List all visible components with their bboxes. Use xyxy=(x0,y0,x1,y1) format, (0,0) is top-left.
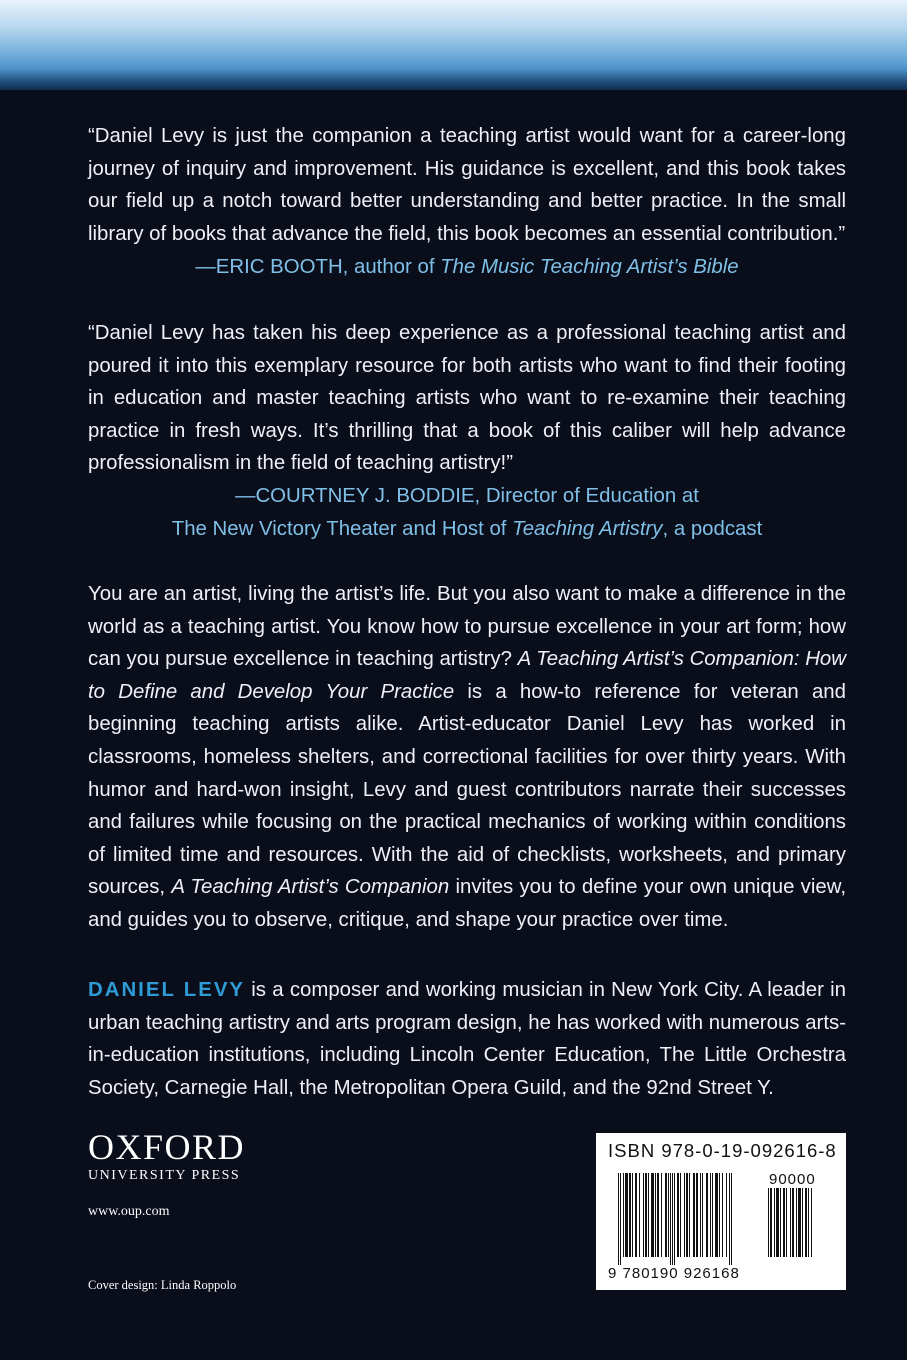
cover-design-credit: Cover design: Linda Roppolo xyxy=(88,1278,237,1292)
barcode-bar xyxy=(696,1173,698,1257)
isbn-barcode xyxy=(596,1133,846,1290)
barcode-bar xyxy=(629,1173,631,1257)
barcode-bar xyxy=(684,1173,685,1257)
barcode-bar xyxy=(731,1173,732,1265)
barcode-bar xyxy=(670,1173,671,1265)
quote-eric-booth: “Daniel Levy is just the companion a teaching artist would want for a career-long journey of inquiry and improvement. His guidance is excellent, and this book takes our field up a notch toward better understanding and better practice. In the small library of books that advance the field, this book becomes an essential contribution.” xyxy=(88,125,846,245)
barcode-bar xyxy=(783,1188,785,1257)
barcode-digits: 9 780190 926168 xyxy=(608,1265,740,1282)
barcode-bar xyxy=(712,1173,713,1257)
publisher-url[interactable]: www.oup.com xyxy=(88,1204,170,1219)
publisher-name: OXFORD xyxy=(88,1127,246,1167)
barcode-bars-addon xyxy=(768,1188,834,1265)
barcode-bar xyxy=(786,1188,787,1257)
barcode-bar xyxy=(776,1188,779,1257)
barcode-bar xyxy=(792,1188,794,1257)
barcode-addon-digits: 90000 xyxy=(769,1171,816,1188)
barcode-bar xyxy=(706,1173,708,1257)
barcode-bar xyxy=(645,1173,647,1257)
publisher-subtitle: UNIVERSITY PRESS xyxy=(88,1168,241,1183)
attribution-line-2 xyxy=(88,513,846,546)
barcode-bar xyxy=(643,1173,644,1257)
author-bio-text: is a composer and working musician in New York City. A leader in urban teaching artistry and arts program design, he has worked with numerous arts-in-education institutions, including Lincoln Center Education, The Little Orchestra Society, Carnegie Hall, the Metropolitan Opera Guild, and the 92nd Street Y. xyxy=(88,979,846,1099)
barcode-bar xyxy=(632,1173,633,1257)
barcode-bar xyxy=(625,1173,628,1257)
sky-gradient-band xyxy=(0,0,907,90)
barcode-bar xyxy=(726,1173,727,1257)
barcode-bar xyxy=(722,1173,723,1257)
description-book-title: A Teaching Artist’s Companion: How to Define and Develop Your Practice xyxy=(88,648,846,703)
attribution-line-2-prefix: The New Victory Theater and Host of xyxy=(171,517,513,540)
barcode-bar xyxy=(790,1188,791,1257)
attribution-book-title: The Music Teaching Artist’s Bible xyxy=(440,256,739,278)
barcode-bar xyxy=(618,1173,619,1265)
author-bio xyxy=(88,974,846,1104)
barcode-bar xyxy=(802,1188,803,1257)
barcode-bar xyxy=(780,1188,781,1257)
barcode-bar xyxy=(635,1173,637,1257)
quote-courtney-boddie: “Daniel Levy has taken his deep experience as a professional teaching artist and poured it into this exemplary resource for both artists who want to find their footing in education and master teaching artists who want to re-examine their teaching practice in fresh ways. It’s thrilling that a book of this caliber will help advance professionalism in the field of teaching artistry!” xyxy=(88,322,846,475)
isbn-label: ISBN 978-0-19-092616-8 xyxy=(608,1140,837,1161)
barcode-bar xyxy=(774,1188,775,1257)
barcode-bar xyxy=(677,1173,679,1257)
barcode-bar xyxy=(805,1188,807,1257)
podcast-title: Teaching Artistry xyxy=(512,517,663,540)
barcode-bar xyxy=(719,1173,720,1257)
barcode-bar xyxy=(651,1173,654,1257)
barcode-bar xyxy=(770,1188,772,1257)
description-short-title: A Teaching Artist’s Companion xyxy=(171,876,450,899)
barcode-bar xyxy=(693,1173,695,1257)
attribution-courtney-boddie xyxy=(88,480,846,545)
barcode-bar xyxy=(623,1173,624,1257)
barcode-bar xyxy=(655,1173,656,1257)
barcode-bar xyxy=(668,1173,669,1257)
barcode-bar xyxy=(674,1173,675,1265)
barcode-bars-main xyxy=(618,1173,760,1265)
publisher-logo xyxy=(88,1128,245,1184)
barcode-bar xyxy=(672,1173,673,1265)
barcode-bar xyxy=(729,1173,730,1265)
description-part-1: You are an artist, living the artist’s life. But you also want to make a difference in the world as a teaching artist. You know how to pursue excellence in your art form; how can you pursue excellence in teaching artistry? xyxy=(88,583,846,671)
barcode-bar xyxy=(808,1188,809,1257)
attribution-line-2-suffix: , a podcast xyxy=(662,517,763,540)
description-part-3: invites you to define your own unique view, and guides you to observe, critique, and shape your practice over time. xyxy=(88,876,846,931)
barcode-bar xyxy=(680,1173,681,1257)
description-part-2: is a how-to reference for veteran and beginning teaching artists alike. Artist-educator Daniel Levy has worked in classrooms, homeless shelters, and correctional facilities for over thirty years. With humor and hard-won insight, Levy and guest contributors narrate their successes and failures while focusing on the practical mechanics of working within conditions of limited time and resources. With the aid of checklists, worksheets, and primary sources, xyxy=(88,680,846,899)
barcode-bar xyxy=(689,1173,690,1257)
barcode-bar xyxy=(665,1173,667,1257)
barcode-bar xyxy=(700,1173,701,1257)
barcode-bar xyxy=(798,1188,801,1257)
barcode-bar xyxy=(657,1173,659,1257)
attribution-eric-booth xyxy=(88,251,846,284)
attribution-name: —ERIC BOOTH, author of xyxy=(195,256,441,278)
barcode-bar xyxy=(715,1173,718,1257)
author-name: DANIEL LEVY xyxy=(88,979,246,1001)
barcode-bar xyxy=(639,1173,640,1257)
barcode-bar xyxy=(686,1173,688,1257)
barcode-bar xyxy=(796,1188,797,1257)
barcode-bar xyxy=(620,1173,621,1265)
barcode-bar xyxy=(768,1188,769,1257)
barcode-bar xyxy=(710,1173,711,1257)
barcode-bar xyxy=(702,1173,703,1257)
attribution-line-1: —COURTNEY J. BODDIE, Director of Education at xyxy=(235,485,699,507)
book-description xyxy=(88,578,846,937)
barcode-bar xyxy=(648,1173,649,1257)
barcode-bar xyxy=(661,1173,662,1257)
barcode-bar xyxy=(811,1188,812,1257)
